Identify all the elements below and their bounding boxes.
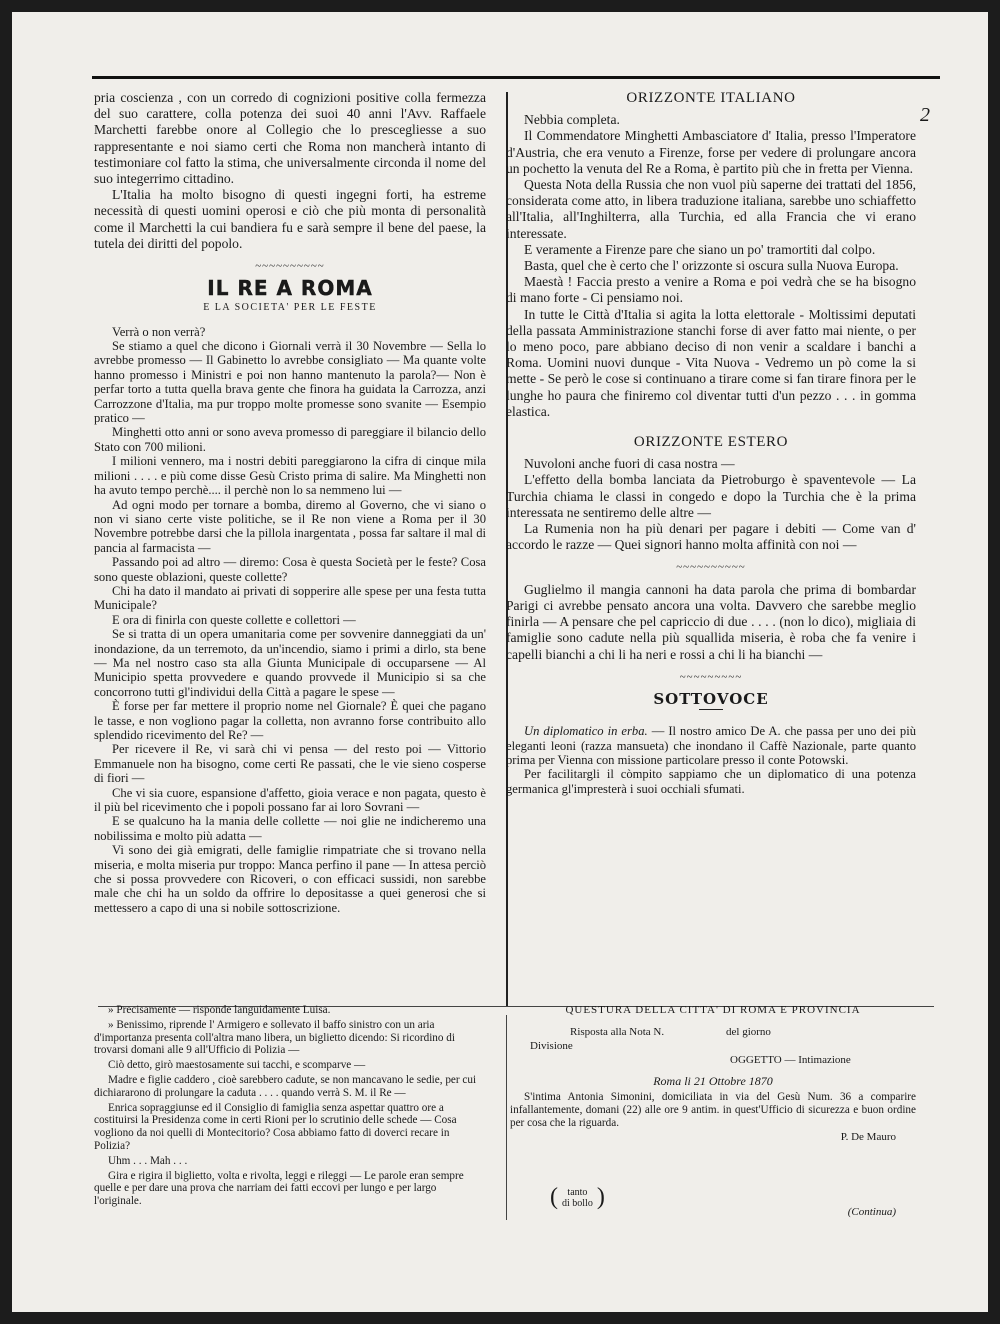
paragraph: L'Italia ha molto bisogno di questi ingegni forti, ha estreme necessità di questi uomini operosi e ciò che più monta di personalità come il Marchetti la cui bandiera fu e sarà sempre il bene del paese, la tutela dei diritti del popolo.	[94, 187, 486, 251]
intro-text	[94, 90, 486, 252]
paragraph: E se qualcuno ha la mania delle collette — noi glie ne indicheremo una nobilissima e molto più adatta —	[94, 814, 486, 843]
paragraph: Uhm . . . Mah . . .	[108, 1154, 188, 1167]
page-number: 2	[920, 104, 930, 126]
subheadline: E LA SOCIETA' PER LE FESTE	[203, 302, 377, 314]
sottovoce-body	[506, 724, 916, 796]
paragraph: » Benissimo, riprende l' Armigero e sollevato il baffo sinistro con un aria d'importanza presenta coll'altra mano libera, un biglietto dicendo: Si ricordino di trovarsi domani alle 9 all'Ufficio di Polizia —	[94, 1018, 455, 1057]
signature: P. De Mauro	[840, 1131, 896, 1144]
paragraph: Che vi sia cuore, espansione d'affetto, gioia verace e non pagata, questo è il più bel ricevimento che i popoli possano far ai loro Sovrani —	[94, 785, 486, 815]
paragraph: Basta, quel che è certo che l' orizzonte si oscura sulla Nuova Europa.	[524, 258, 899, 274]
short-rule	[699, 709, 723, 710]
oggetto-label: OGGETTO — Intimazione	[730, 1054, 851, 1066]
paragraph: E veramente a Firenze pare che siano un po' tramortiti dal colpo.	[524, 241, 876, 257]
paragraph: Enrica sopraggiunse ed il Consiglio di famiglia senza aspettar quattro ore a costituirsi la Presidenza come in certi Rioni per lo scrutinio delle schede — Cosa vogliono da noi quelli di Montecitorio? Cosa abbiamo fatto di doverci recare in Polizia?	[94, 1101, 457, 1152]
intimazione-body: S'intima Antonia Simonini, domiciliata in via del Gesù Num. 36 a comparire infallantemente, domani (22) alle ore 9 antim. in quest'Ufficio di sicurezza e buon ordine per cosa che la riguarda.	[510, 1091, 916, 1129]
continua-label: (Continua)	[847, 1206, 896, 1218]
separator: ~~~~~~~~~~	[255, 260, 325, 273]
divisione-label: Divisione	[530, 1040, 573, 1052]
section-estero-paragraph: Guglielmo il mangia cannoni ha data parola che prima di bombardar Parigi ci avrebbe pensato ancora una volta. Davvero che sarebbe meglio finirla — A pensare che pel capriccio di due . . . . (non lo dico), migliaia di famiglie sono cadute nella più squallida miseria, è roba che fa venire i capelli bianchi a chi li ha neri e rossi a chi li ha bianchi —	[506, 581, 916, 662]
paragraph: Minghetti otto anni or sono aveva promesso di pareggiare il bilancio dello Stato con 700 milioni.	[94, 425, 486, 454]
footer-right	[510, 1004, 916, 1218]
paragraph: Maestà ! Faccia presto a venire a Roma e poi vedrà che se ha bisogno di mano forte - Ci pensiamo noi.	[506, 274, 916, 306]
article-body	[94, 325, 486, 916]
sottovoce-lead: Un diplomatico in erba.	[524, 724, 648, 739]
section-italiano-body	[506, 112, 916, 420]
stamp-bollo: ( tanto di bollo )	[550, 1184, 605, 1210]
headline: IL RE A ROMA	[207, 276, 373, 301]
paragraph: Se si tratta di un opera umanitaria come per sovvenire danneggiati da un' inondazione, da un terremoto, da un'incendio, siamo i primi a dirlo, sta bene — Ma nel nostro caso sta alla Giunta Municipale di occuparsene — Al Municipio spetta provvedere e quando provvede il Municipio si sa che concorrono tutti gl'individui della Città a pagare le spese —	[94, 627, 486, 699]
questura-title: QUESTURA DELLA CITTA' DI ROMA E PROVINCIA	[565, 1004, 861, 1016]
paragraph: Madre e figlie caddero , cioè sarebbero cadute, se non mancavano le sedie, per cui dichiararono di prolungare la caduta . . . . quando verrà S. M. il Re —	[94, 1073, 477, 1099]
sottovoce-text: Per facilitargli il còmpito sappiamo che un diplomatico di una potenza germanica gl'impresterà i suoi occhiali sfumati.	[506, 767, 916, 796]
bollo-line: tanto	[567, 1186, 588, 1198]
date-line: Roma li 21 Ottobre 1870	[653, 1074, 773, 1088]
paragraph: pria coscienza , con un corredo di cognizioni positive colla fermezza del suo carattere, colla potenza dei suoi 40 anni l'Avv. Raffaele Marchetti farebbe onore al Collegio che lo prescegliesse a suo rappresentante e noi siamo certi che Roma non mancherà intanto di testimoniare col fatto la stima, che universalmente circonda il nome del suo integerrimo cittadino.	[94, 90, 486, 187]
paragraph: Se stiamo a quel che dicono i Giornali verrà il 30 Novembre — Sella lo avrebbe promesso — Il Gabinetto lo avrebbe consigliato — Ma quante volte hanno promesso i Ministri e poi non hanno mantenuto la parola?— Non è perfar torto a tutta quella brava gente che finora ha guidata la Carrozza, anzi Carrozzone d'Italia, ma pur troppo molte promesse sono svanite — Esempio pratico —	[94, 339, 486, 426]
paragraph: Per ricevere il Re, vi sarà chi vi pensa — del resto poi — Vittorio Emmanuele non ha bisogno, come certi Re passati, che le vie sieno cosperse di fiori —	[94, 742, 486, 786]
divisione-row	[510, 1040, 916, 1054]
risposta-label: Risposta alla Nota N.	[570, 1026, 665, 1038]
section-title-orizzonte-estero: ORIZZONTE ESTERO	[633, 434, 789, 451]
sottovoce-text: — Il nostro amico De A. che passa per uno dei più eleganti leoni (razza mansueta) che inondano il Caffè Nazionale, parte quanto prima per Vienna con missione particolare presso il conte Potowski.	[506, 724, 916, 767]
left-column	[94, 90, 486, 915]
del-giorno-label: del giorno	[726, 1026, 771, 1038]
top-rule	[92, 76, 940, 79]
right-column	[506, 90, 916, 796]
paragraph: Ciò detto, girò maestosamente sui tacchi, e scomparve —	[108, 1059, 366, 1072]
separator: ~~~~~~~~~~	[676, 561, 746, 574]
paragraph: I milioni vennero, ma i nostri debiti pareggiarono la cifra di cinque mila milioni . . . . e più come disse Gesù Cristo prima di salire. Ma Minghetti non ha avuto tempo perchè.... il perchè non lo sa nemmeno lui —	[94, 454, 486, 498]
paragraph: È forse per far mettere il proprio nome nel Giornale? È quei che pagano le tasse, e non vogliono pagar la colletta, non avranno forse contribuito allo splendido ricevimento del Re? —	[94, 699, 486, 743]
paragraph: E ora di finirla con queste collette e collettori —	[112, 612, 356, 627]
paragraph: Verrà o non verrà?	[112, 324, 206, 339]
paragraph: Vi sono dei già emigrati, delle famiglie rimpatriate che si trovano nella miseria, e molta miseria pur troppo: Manca perfino il pane — In attesa perciò che si possa provvedere con Ricoveri, o con efficaci sussidi, non sarebbe male che chi ha un soldo da offrire lo depositasse a quei generosi che si mettessero a capo di una si nobile sottoscrizione.	[94, 843, 486, 915]
section-title-sottovoce: SOTTOVOCE	[653, 689, 769, 708]
section-title-orizzonte-italiano: ORIZZONTE ITALIANO	[626, 90, 796, 106]
paragraph: » Precisamente — risponde languidamente Luisa.	[108, 1004, 331, 1016]
section-estero-body	[506, 456, 916, 553]
separator: ~~~~~~~~~	[679, 670, 743, 683]
paragraph: Chi ha dato il mandato ai privati di sopperire alle spese per una festa tutta Municipale?	[94, 583, 486, 613]
oggetto-row	[510, 1054, 916, 1068]
paragraph: In tutte le Città d'Italia si agita la lotta elettorale - Moltissimi deputati della passata Amministrazione stanchi forse di aver fatto mai niente, o per lo meno poco, pare abbiano deciso di non venir a scaldare i banchi a Roma. Uomini nuovi dunque - Vita Nuova - Vedremo un pò come la si mette - Se però le cose si continuano a tirare come si fan tirare finora per le lunghe ho paura che finiremo col diventar tutti d'un pezzo . . . in gomma elastica.	[506, 306, 916, 419]
paragraph: Il Commendatore Minghetti Ambasciatore d' Italia, presso l'Imperatore d'Austria, che era venuto a Firenze, forse per vedere di prolungare ancora un pochetto la venuta del Re a Roma, è partito più che in fretta per Vienna.	[506, 128, 916, 176]
risposta-row	[510, 1026, 916, 1040]
paragraph: L'effetto della bomba lanciata da Pietroburgo è spaventevole — La Turchia chiama le classi in congedo e dopo la Turchia che è la prima interessata ne sentiremo delle altre —	[506, 472, 916, 520]
paragraph: La Rumenia non ha più denari per pagare i debiti — Come van d' accordo le razze — Quei signori hanno molta affinità con noi —	[506, 521, 916, 553]
footer-column-divider	[506, 1015, 507, 1220]
feuilleton-text	[94, 1004, 486, 1208]
paragraph: Ad ogni modo per tornare a bomba, diremo al Governo, che vi siano o non vi siano certe viste politiche, se il Re non viene a Roma per il 30 Novembre potrebbe darsi che la pillola inargentata , possa far saltare il mal di pancia al farmacista —	[94, 497, 486, 555]
footer-left	[94, 1004, 486, 1210]
bollo-line: di bollo	[562, 1197, 593, 1209]
paragraph: Questa Nota della Russia che non vuol più saperne dei trattati del 1856, considerata come atto, in libera traduzione italiana, sarebbe uno schiaffetto all'Italia, all'Inghilterra, alla Turchia, ed alla Francia che vi erano interessate.	[506, 177, 916, 241]
paragraph: Nuvoloni anche fuori di casa nostra —	[524, 456, 735, 472]
paragraph: Passando poi ad altro — diremo: Cosa è questa Società per le feste? Cosa sono queste oblazioni, queste collette?	[94, 555, 486, 584]
paragraph: Gira e rigira il biglietto, volta e rivolta, leggi e rileggi — Le parole eran sempre quelle e per dare una prova che narriam dei fatti eccovi per lungo e per largo l'originale.	[94, 1169, 464, 1208]
paragraph: Nebbia completa.	[524, 112, 620, 128]
